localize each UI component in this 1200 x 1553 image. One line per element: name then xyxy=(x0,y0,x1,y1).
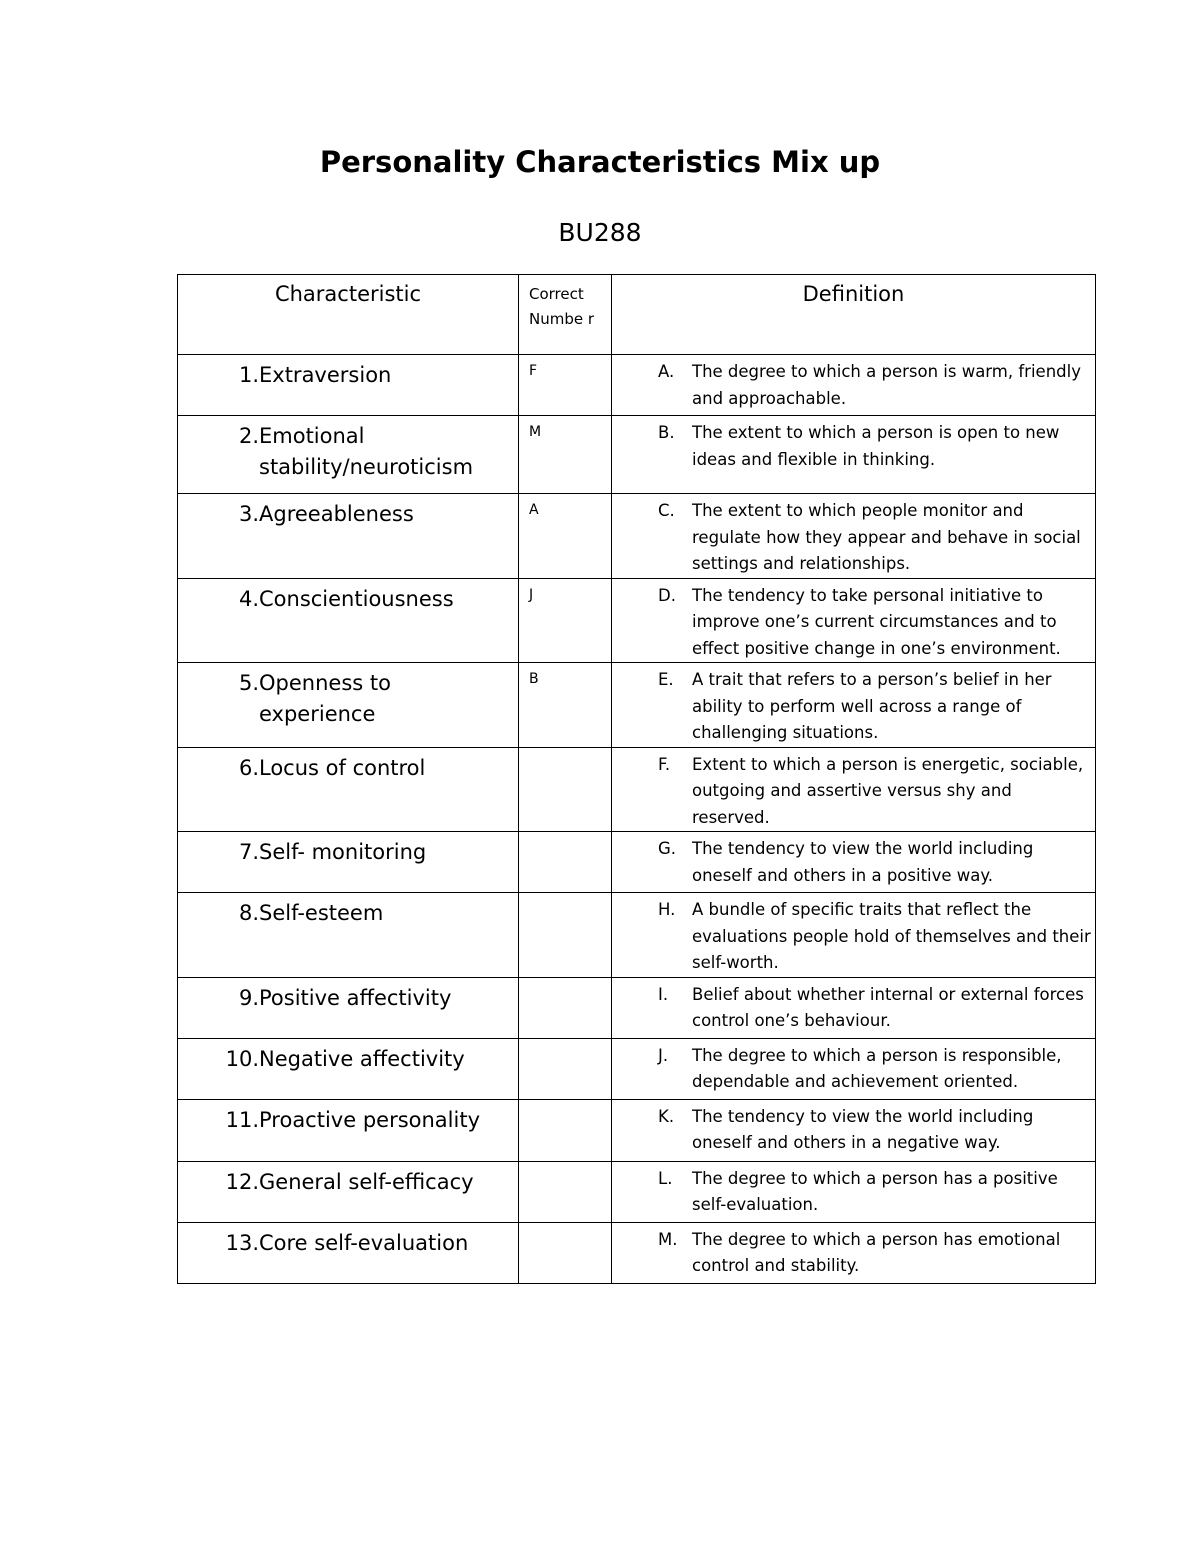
characteristic-name: Negative affectivity xyxy=(259,1046,465,1071)
characteristic-number: 1. xyxy=(238,363,259,387)
characteristic-cell xyxy=(178,977,519,1038)
characteristics-table xyxy=(177,274,1096,1284)
characteristic-cell xyxy=(178,416,519,494)
characteristic-cell xyxy=(178,494,519,579)
characteristic-number: 5. xyxy=(238,671,259,695)
definition-cell xyxy=(612,977,1096,1038)
definition-text: The degree to which a person has emotional control and stability. xyxy=(692,1229,1061,1275)
definition-cell xyxy=(612,355,1096,416)
table-row xyxy=(178,1038,1096,1099)
definition-text: The tendency to take personal initiative to improve one’s current circumstances and to effect positive change in one’s environment. xyxy=(692,585,1061,658)
characteristic-name: Agreeableness xyxy=(259,502,414,526)
correct-number-cell xyxy=(519,977,612,1038)
characteristic-number: 4. xyxy=(238,586,259,611)
characteristic-number: 3. xyxy=(238,502,259,526)
page-title: Personality Characteristics Mix up xyxy=(319,145,881,179)
definition-cell xyxy=(612,416,1096,494)
definition-text: Belief about whether internal or external forces control one’s behaviour. xyxy=(692,984,1084,1030)
characteristic-cell xyxy=(178,1099,519,1161)
definition-cell xyxy=(612,578,1096,663)
definition-cell xyxy=(612,832,1096,893)
definition-letter: L. xyxy=(658,1168,673,1188)
definition-text: The degree to which a person is responsible, dependable and achievement oriented. xyxy=(692,1045,1062,1091)
correct-number-cell: B xyxy=(519,663,612,748)
definition-cell xyxy=(612,1038,1096,1099)
characteristic-cell xyxy=(178,832,519,893)
correct-number-cell: F xyxy=(519,355,612,416)
correct-number-cell xyxy=(519,1222,612,1283)
characteristic-cell xyxy=(178,355,519,416)
characteristic-number: 6. xyxy=(238,755,259,780)
definition-text: The tendency to view the world including oneself and others in a negative way. xyxy=(692,1106,1034,1152)
header-characteristic: Characteristic xyxy=(178,275,519,355)
characteristic-cell xyxy=(178,663,519,748)
table-row xyxy=(178,832,1096,893)
characteristic-number: 10. xyxy=(225,1046,259,1071)
definition-letter: J. xyxy=(658,1045,669,1065)
header-definition: Definition xyxy=(612,275,1096,355)
characteristic-number: 8. xyxy=(238,901,259,925)
definition-letter: I. xyxy=(658,984,669,1004)
characteristic-cell xyxy=(178,578,519,663)
table-row xyxy=(178,578,1096,663)
table-row xyxy=(178,416,1096,494)
characteristic-cell xyxy=(178,1038,519,1099)
table-row xyxy=(178,1222,1096,1283)
correct-number-cell: J xyxy=(519,578,612,663)
table-row xyxy=(178,1161,1096,1222)
definition-text: A bundle of specific traits that reflect the evaluations people hold of themselves and their self-worth. xyxy=(692,900,1091,972)
definition-cell xyxy=(612,494,1096,579)
characteristic-name: Emotional stability/neuroticism xyxy=(259,424,474,479)
table-row xyxy=(178,747,1096,832)
definition-letter: D. xyxy=(658,585,676,605)
definition-cell xyxy=(612,663,1096,748)
characteristic-cell xyxy=(178,747,519,832)
table-header-row xyxy=(178,275,1096,355)
characteristic-cell xyxy=(178,1222,519,1283)
definition-cell xyxy=(612,893,1096,978)
characteristic-name: Self- monitoring xyxy=(259,840,427,864)
course-code: BU288 xyxy=(558,218,642,247)
definition-text: The degree to which a person is warm, friendly and approachable. xyxy=(692,362,1081,408)
definition-letter: E. xyxy=(658,670,674,689)
table-row xyxy=(178,355,1096,416)
definition-text: Extent to which a person is energetic, sociable, outgoing and assertive versus shy and reserved. xyxy=(692,754,1084,827)
table-body xyxy=(178,355,1096,1284)
characteristic-cell xyxy=(178,893,519,978)
correct-number-cell xyxy=(519,893,612,978)
definition-cell xyxy=(612,1161,1096,1222)
characteristic-name: General self-efficacy xyxy=(259,1169,474,1194)
definition-letter: F. xyxy=(658,754,671,774)
definition-letter: M. xyxy=(658,1229,678,1249)
characteristic-name: Conscientiousness xyxy=(259,586,454,611)
definition-text: A trait that refers to a person’s belief in her ability to perform well across a range of challenging situations. xyxy=(692,670,1052,742)
characteristic-name: Core self-evaluation xyxy=(259,1230,469,1255)
characteristic-name: Locus of control xyxy=(259,755,426,780)
characteristic-number: 12. xyxy=(225,1169,259,1194)
characteristic-number: 13. xyxy=(225,1230,259,1255)
definition-letter: A. xyxy=(658,362,675,381)
characteristic-name: Extraversion xyxy=(259,363,392,387)
correct-number-cell xyxy=(519,832,612,893)
table-row xyxy=(178,1099,1096,1161)
correct-number-cell: M xyxy=(519,416,612,494)
definition-letter: G. xyxy=(658,839,677,858)
definition-text: The tendency to view the world including oneself and others in a positive way. xyxy=(692,839,1034,885)
definition-cell xyxy=(612,1099,1096,1161)
definition-letter: H. xyxy=(658,900,676,919)
table-row xyxy=(178,663,1096,748)
characteristic-name: Positive affectivity xyxy=(259,985,452,1010)
correct-number-cell xyxy=(519,1161,612,1222)
characteristic-cell xyxy=(178,1161,519,1222)
characteristic-name: Self-esteem xyxy=(259,901,384,925)
correct-number-cell xyxy=(519,1038,612,1099)
characteristic-number: 2. xyxy=(238,424,259,448)
definition-cell xyxy=(612,747,1096,832)
characteristic-number: 9. xyxy=(238,985,259,1010)
definition-letter: B. xyxy=(658,423,675,442)
definition-letter: C. xyxy=(658,501,675,520)
characteristic-number: 7. xyxy=(238,840,259,864)
correct-number-cell xyxy=(519,1099,612,1161)
definition-text: The degree to which a person has a positive self-evaluation. xyxy=(692,1168,1058,1214)
table-row xyxy=(178,893,1096,978)
correct-number-cell xyxy=(519,747,612,832)
characteristic-name: Proactive personality xyxy=(259,1107,481,1132)
definition-text: The extent to which people monitor and regulate how they appear and behave in social settings and relationships. xyxy=(692,501,1081,573)
header-correct-number: Correct Numbe r xyxy=(519,275,612,355)
definition-text: The extent to which a person is open to new ideas and flexible in thinking. xyxy=(692,423,1060,469)
characteristic-name: Openness to experience xyxy=(259,671,391,726)
correct-number-cell: A xyxy=(519,494,612,579)
definition-cell xyxy=(612,1222,1096,1283)
definition-letter: K. xyxy=(658,1106,675,1126)
characteristic-number: 11. xyxy=(225,1107,259,1132)
table-row xyxy=(178,977,1096,1038)
table-row xyxy=(178,494,1096,579)
